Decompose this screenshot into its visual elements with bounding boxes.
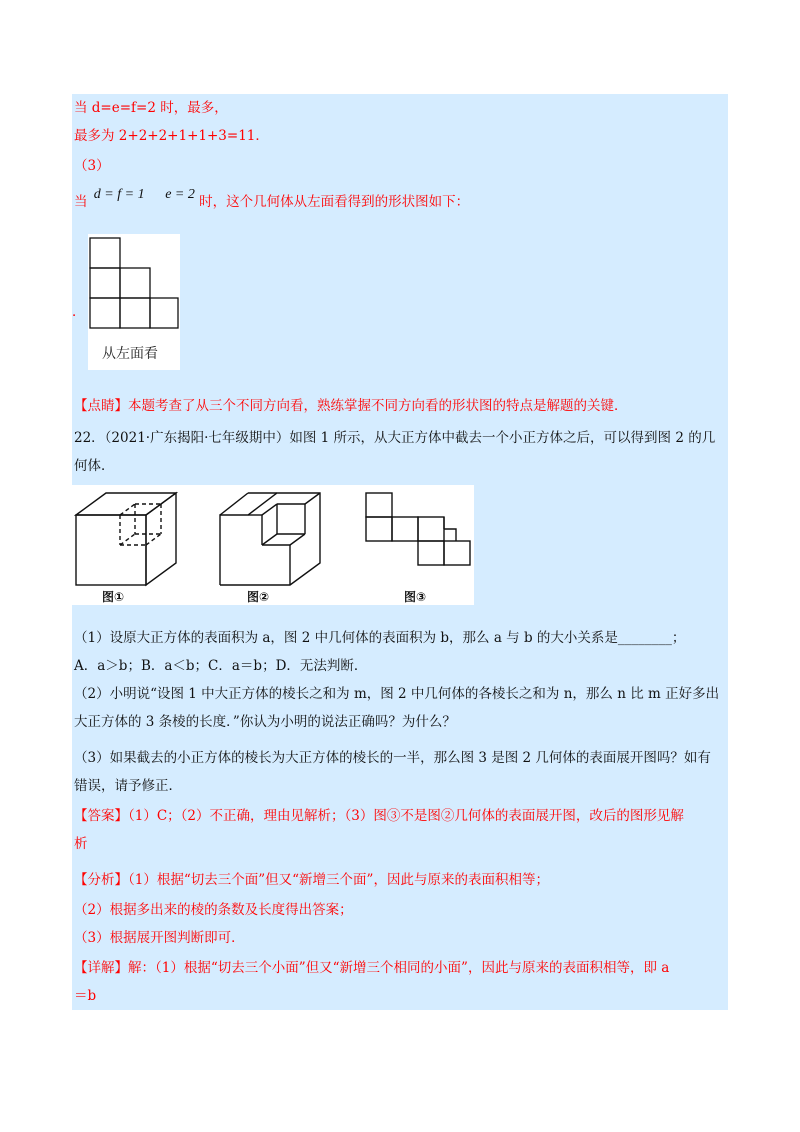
q1-options: A．a＞b；B．a＜b；C．a＝b；D．无法判断． <box>74 658 368 674</box>
detail-tag: 【详解】 <box>74 960 128 976</box>
analysis-line-2: （2）根据多出来的棱的条数及长度得出答案； <box>74 902 353 918</box>
problem-22-stem-2: 何体． <box>74 458 115 474</box>
cube-figures <box>72 485 474 605</box>
fig-2-caption: 图② <box>247 590 270 604</box>
solution-line-3: （3） <box>74 158 110 174</box>
comment-text: 本题考查了从三个不同方向看，熟练掌握不同方向看的形状图的特点是解题的关键． <box>128 398 628 414</box>
q2-line-2: 大正方体的 3 条棱的长度．”你认为小明的说法正确吗？为什么？ <box>74 714 456 730</box>
answer-line-2: 析 <box>74 836 88 852</box>
q1-line-1: （1）设原大正方体的表面积为 a，图 2 中几何体的表面积为 b，那么 a 与 b 的大小关系是________； <box>74 630 686 646</box>
comment-line <box>74 396 628 416</box>
detail-line-2: ＝b <box>74 988 97 1004</box>
problem-22-stem-1: 22．（2021·广东揭阳·七年级期中）如图 1 所示，从大正方体中截去一个小正方体之后，可以得到图 2 的几 <box>74 430 716 446</box>
answer-text-1: （1）C；（2）不正确，理由见解析；（3）图③不是图②几何体的表面展开图，改后的图形见解 <box>128 808 684 824</box>
detail-line-1 <box>74 958 669 978</box>
solution-line-1: 当 d=e=f=2 时，最多， <box>74 100 228 116</box>
fig-3-caption: 图③ <box>404 590 427 604</box>
math-e: e = 2 <box>165 187 195 202</box>
fig-1-caption: 图① <box>102 590 125 604</box>
line4-prefix: 当 <box>74 194 88 210</box>
analysis-text-1: （1）根据“切去三个面”但又“新增三个面”，因此与原来的表面积相等； <box>128 872 549 888</box>
line4-suffix: 时，这个几何体从左面看得到的形状图如下： <box>199 194 470 210</box>
solution-line-4 <box>74 187 470 213</box>
analysis-line-1 <box>74 870 549 890</box>
math-d-f: d = f = 1 <box>93 187 145 202</box>
comment-tag: 【点睛】 <box>74 398 128 414</box>
q3-line-2: 错误，请予修正． <box>74 778 182 794</box>
analysis-tag: 【分析】 <box>74 872 128 888</box>
left-view-caption: 从左面看 <box>102 346 158 362</box>
left-view-figure <box>88 234 180 370</box>
detail-text-1: 解：（1）根据“切去三个小面”但又“新增三个相同的小面”，因此与原来的表面积相等，即 a <box>128 960 670 976</box>
q2-line-1: （2）小明说“设图 1 中大正方体的棱长之和为 m，图 2 中几何体的各棱长之和为 n，那么 n 比 m 正好多出 <box>74 686 720 702</box>
q3-line-1: （3）如果截去的小正方体的棱长为大正方体的棱长的一半，那么图 3 是图 2 几何体的表面展开图吗？如有 <box>74 750 711 766</box>
solution-line-2: 最多为 2+2+2+1+1+3=11． <box>74 128 269 144</box>
answer-line-1 <box>74 806 684 826</box>
answer-tag: 【答案】 <box>74 808 128 824</box>
left-view-grid <box>88 234 180 370</box>
figure-dot: ． <box>72 304 86 320</box>
problem-22-figures <box>72 485 474 605</box>
analysis-line-3: （3）根据展开图判断即可． <box>74 930 245 946</box>
